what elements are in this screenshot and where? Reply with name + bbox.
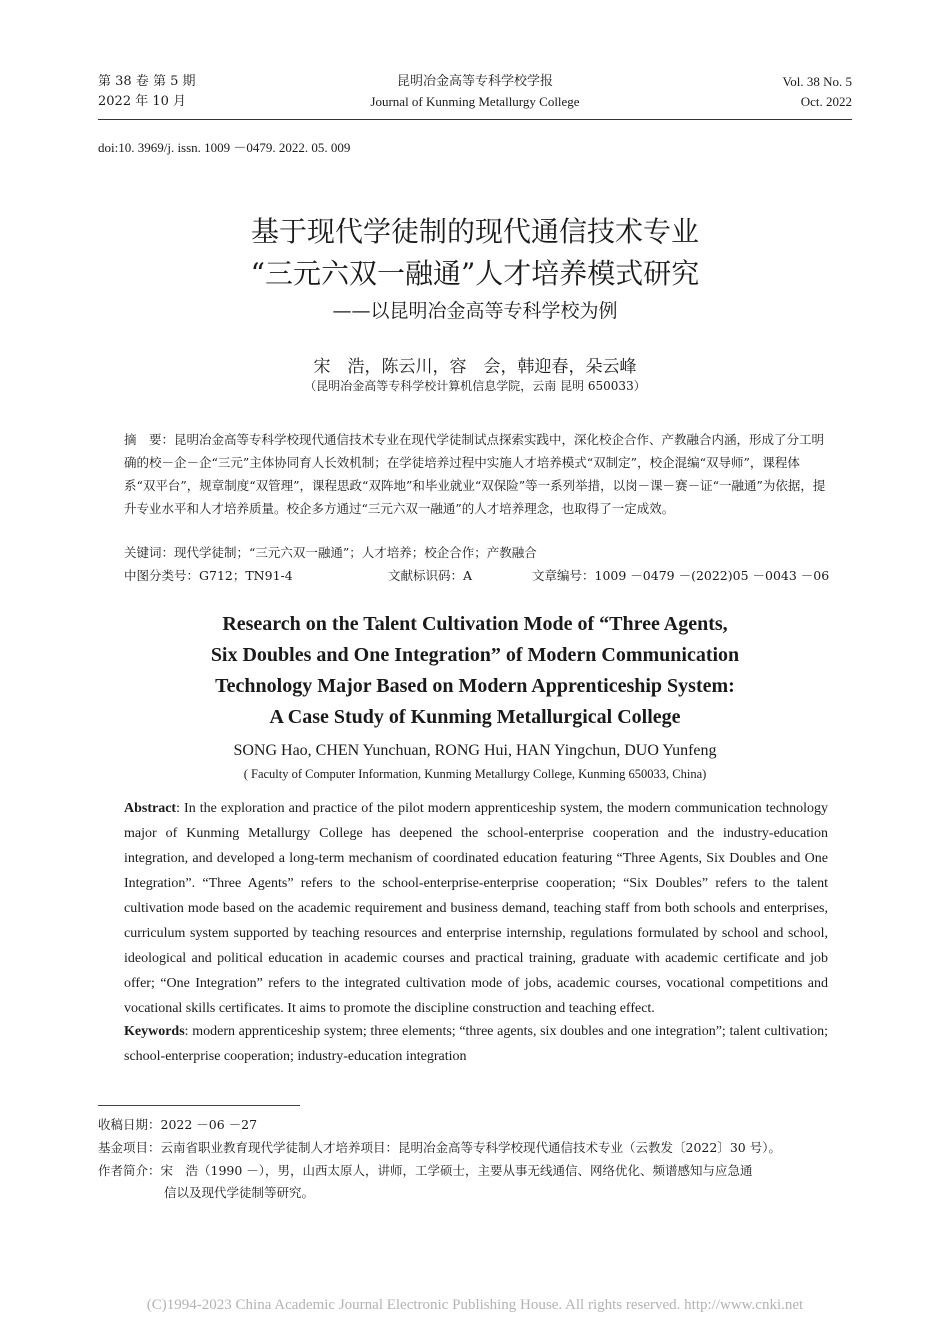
title-en-line2: Six Doubles and One Integration” of Modern Communication xyxy=(210,644,740,666)
abstract-en-label: Abstract xyxy=(124,801,177,816)
keywords-cn: 关键词：现代学徒制；“三元六双一融通”；人才培养；校企合作；产教融合 xyxy=(124,545,537,560)
volume-issue-cn: 第 38 卷 第 5 期 xyxy=(98,74,196,89)
received-date: 收稿日期：2022 －06 －27 xyxy=(98,1117,258,1132)
keywords-en xyxy=(124,1019,828,1069)
copyright-notice: (C)1994-2023 China Academic Journal Electronic Publishing House. All rights reserved. http://www.cnki.net xyxy=(146,1297,804,1313)
article-number: 文章编号：1009 －0479 －(2022)05 －0043 －06 xyxy=(532,568,830,583)
document-code: 文献标识码：A xyxy=(388,568,473,583)
abstract-cn-text: 昆明冶金高等专科学校现代通信技术专业在现代学徒制试点探索实践中，深化校企合作、产教融合内涵，形成了分工明确的校－企－企“三元”主体协同育人长效机制；在学徒培养过程中实施人才培养模式“双制定”，校企混编“双导师”，课程体系“双平台”，规章制度“双管理”，课程思政“双阵地”和毕业就业“双保险”等一系列举措，以岗－课－赛－证“一融通”为依据，提升专业水平和人才培养质量。校企多方通过“三元六双一融通”的人才培养理念，也取得了一定成效。 xyxy=(124,432,826,516)
footnote-rule xyxy=(98,1105,300,1106)
abstract-cn xyxy=(124,428,830,520)
journal-name-en: Journal of Kunming Metallurgy College xyxy=(370,94,580,109)
author-bio xyxy=(98,1160,854,1204)
volume-issue-en: Vol. 38 No. 5 xyxy=(782,74,852,89)
author-bio-line1: 作者简介：宋 浩（1990 －），男，山西太原人，讲师，工学硕士，主要从事无线通信、网络优化、频谱感知与应急通 xyxy=(98,1163,753,1178)
title-cn-line1: 基于现代学徒制的现代通信技术专业 xyxy=(250,215,699,248)
authors-en: SONG Hao, CHEN Yunchuan, RONG Hui, HAN Yingchun, DUO Yunfeng xyxy=(233,742,717,759)
clc-number: 中图分类号：G712；TN91-4 xyxy=(124,568,293,583)
fund-project: 基金项目：云南省职业教育现代学徒制人才培养项目：昆明冶金高等专科学校现代通信技术专业（云教发〔2022〕30 号）。 xyxy=(98,1140,781,1155)
abstract-en xyxy=(124,796,828,1021)
subtitle-cn: ——以昆明冶金高等专科学校为例 xyxy=(332,300,618,322)
abstract-cn-label: 摘 要： xyxy=(124,432,175,447)
keywords-en-label: Keywords xyxy=(124,1024,185,1039)
affiliation-cn: （昆明冶金高等专科学校计算机信息学院，云南 昆明 650033） xyxy=(304,379,646,393)
authors-cn: 宋 浩，陈云川，容 会，韩迎春，朵云峰 xyxy=(313,357,637,377)
title-cn-line2: “三元六双一融通”人才培养模式研究 xyxy=(250,257,700,290)
affiliation-en: ( Faculty of Computer Information, Kunming Metallurgy College, Kunming 650033, China) xyxy=(243,767,707,781)
date-en: Oct. 2022 xyxy=(800,94,852,109)
keywords-en-text: : modern apprenticeship system; three elements; “three agents, six doubles and one integration”; talent cultivation; school-enterprise cooperation; industry-education integration xyxy=(124,1024,828,1064)
title-en-line1: Research on the Talent Cultivation Mode of “Three Agents, xyxy=(222,613,728,635)
author-bio-line2: 信以及现代学徒制等研究。 xyxy=(164,1185,315,1200)
title-en-line3: Technology Major Based on Modern Apprenticeship System: xyxy=(215,675,735,697)
date-cn: 2022 年 10 月 xyxy=(98,94,187,109)
journal-name-cn: 昆明冶金高等专科学校学报 xyxy=(396,74,553,89)
journal-volume-en xyxy=(783,72,852,112)
abstract-en-text: : In the exploration and practice of the pilot modern apprenticeship system, the modern communication technology major of Kunming Metallurgy College has deepened the school-enterprise cooperation and the industry-education integration, and developed a long-term mechanism of coordinated education featuring “Three Agents, Six Doubles and One Integration”. “Three Agents” refers to the school-enterprise-enterprise cooperation; “Six Doubles” refers to the talent cultivation mode based on the academic requirement and business demand, teaching staff from both schools and enterprises, curriculum system supported by teaching resources and enterprise internship, regulations formulated by school and school, ideological and political education in academic courses and practical training, graduate with academic certificate and job offer; “One Integration” refers to the integrated cultivation mode of jobs, academic courses, vocational competitions and vocational skills certificates. It aims to promote the discipline construction and teaching effect. xyxy=(124,801,828,1016)
header-rule xyxy=(98,119,852,120)
title-en-line4: A Case Study of Kunming Metallurgical College xyxy=(269,706,681,728)
doi: doi:10. 3969/j. issn. 1009 －0479. 2022. 05. 009 xyxy=(98,140,351,155)
